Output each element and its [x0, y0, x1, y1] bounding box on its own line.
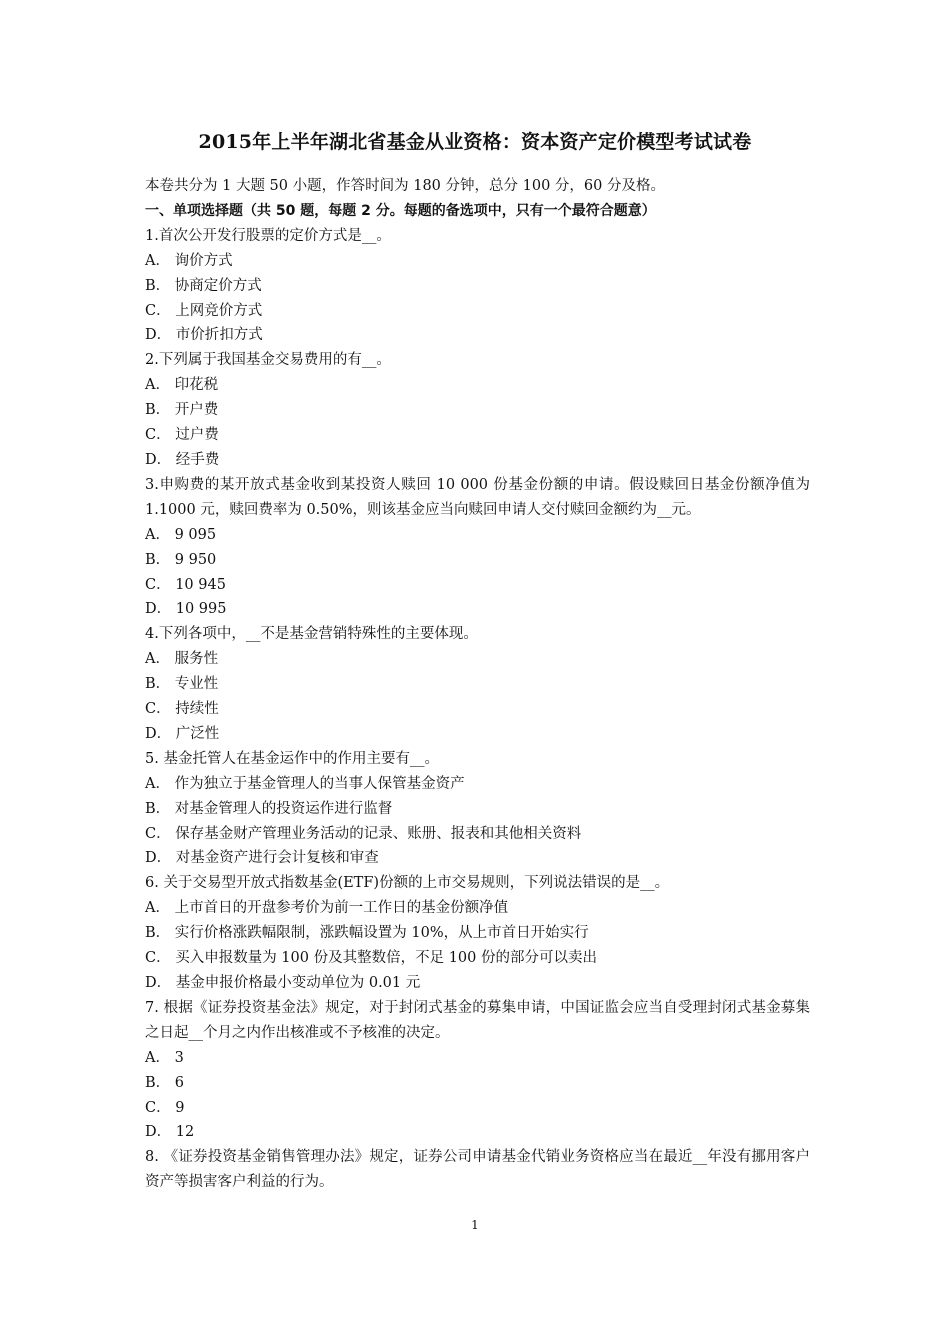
answer-option: A． 3 [145, 1049, 184, 1066]
answer-option: A． 询价方式 [145, 252, 233, 269]
answer-option: B． 实行价格涨跌幅限制，涨跌幅设置为 10%，从上市首日开始实行 [145, 925, 589, 942]
answer-option: D． 12 [145, 1124, 195, 1141]
answer-option: D． 10 995 [145, 601, 227, 618]
question-text: 3.申购费的某开放式基金收到某投资人赎回 10 000 份基金份额的申请。假设赎回日基金份额净值为 1.1000 元，赎回费率为 0.50%，则该基金应当向赎回申请人交付赎回金额约为__元。 [145, 476, 810, 518]
answer-option: B． 对基金管理人的投资运作进行监督 [145, 800, 393, 817]
section-heading: 一、单项选择题（共 50 题，每题 2 分。每题的备选项中，只有一个最符合题意） [145, 202, 656, 219]
question-text: 2.下列属于我国基金交易费用的有__。 [145, 352, 391, 369]
answer-option: C． 持续性 [145, 701, 219, 718]
intro-text: 本卷共分为 1 大题 50 小题，作答时间为 180 分钟，总分 100 分，60 分及格。 [145, 178, 665, 194]
answer-option: C． 过户费 [145, 427, 219, 444]
question-list [145, 224, 810, 1195]
page-title: 2015年上半年湖北省基金从业资格：资本资产定价模型考试试卷 [198, 131, 752, 153]
answer-option: B． 6 [145, 1074, 184, 1091]
answer-option: C． 9 [145, 1099, 185, 1116]
answer-option: D． 市价折扣方式 [145, 327, 263, 344]
question-text: 6. 关于交易型开放式指数基金(ETF)份额的上市交易规则，下列说法错误的是__。 [145, 875, 670, 892]
question-text: 5. 基金托管人在基金运作中的作用主要有__。 [145, 750, 439, 767]
answer-option: A． 服务性 [145, 651, 219, 668]
question-text: 1.首次公开发行股票的定价方式是__。 [145, 227, 391, 244]
answer-option: C． 买入申报数量为 100 份及其整数倍，不足 100 份的部分可以卖出 [145, 950, 597, 967]
answer-option: A． 上市首日的开盘参考价为前一工作日的基金份额净值 [145, 900, 509, 917]
answer-option: D． 对基金资产进行会计复核和审查 [145, 850, 379, 867]
answer-option: B． 专业性 [145, 676, 219, 693]
answer-option: C． 保存基金财产管理业务活动的记录、账册、报表和其他相关资料 [145, 825, 582, 842]
answer-option: B． 协商定价方式 [145, 277, 262, 294]
answer-option: D． 基金申报价格最小变动单位为 0.01 元 [145, 975, 421, 991]
answer-option: C． 10 945 [145, 576, 226, 593]
answer-option: C． 上网竞价方式 [145, 302, 263, 319]
page-number: 1 [471, 1218, 479, 1232]
answer-option: A． 9 095 [145, 526, 217, 543]
question-text: 4.下列各项中，__不是基金营销特殊性的主要体现。 [145, 626, 478, 643]
answer-option: D． 经手费 [145, 451, 220, 468]
answer-option: D． 广泛性 [145, 725, 220, 742]
question-text: 7. 根据《证券投资基金法》规定，对于封闭式基金的募集申请，中国证监会应当自受理封闭式基金募集之日起__个月之内作出核准或不予核准的决定。 [145, 999, 810, 1041]
answer-option: A． 作为独立于基金管理人的当事人保管基金资产 [145, 775, 465, 792]
answer-option: A． 印花税 [145, 377, 219, 394]
document-body [145, 174, 810, 1195]
answer-option: B． 开户费 [145, 402, 219, 419]
answer-option: B． 9 950 [145, 551, 217, 568]
question-text: 8. 《证券投资基金销售管理办法》规定，证券公司申请基金代销业务资格应当在最近__年没有挪用客户资产等损害客户利益的行为。 [145, 1149, 810, 1191]
